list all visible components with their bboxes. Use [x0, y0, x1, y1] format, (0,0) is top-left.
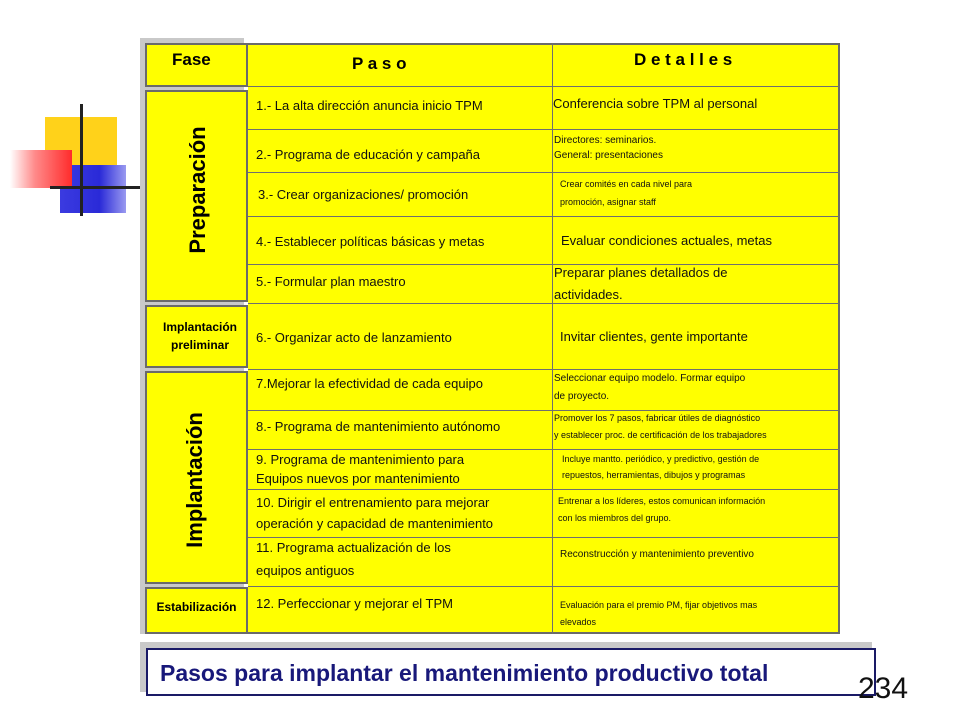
- logo-red-square: [10, 150, 72, 188]
- detalle-3-line2: promoción, asignar staff: [560, 197, 656, 207]
- detalle-7-line1: Seleccionar equipo modelo. Formar equipo: [554, 373, 746, 384]
- paso-3: 3.- Crear organizaciones/ promoción: [258, 187, 469, 202]
- paso-10-line2: operación y capacidad de mantenimiento: [256, 516, 494, 531]
- detalle-10-line1: Entrenar a los líderes, estos comunican información: [558, 496, 766, 506]
- detalle-1: Conferencia sobre TPM al personal: [553, 96, 758, 111]
- detalle-2-line2: General: presentaciones: [554, 150, 663, 161]
- detalle-5-line2: actividades.: [554, 287, 623, 302]
- row-divider: [248, 264, 840, 265]
- page-title: Pasos para implantar el mantenimiento productivo total: [160, 660, 769, 686]
- paso-11-line1: 11. Programa actualización de los: [256, 540, 451, 555]
- decorative-logo-icon: [10, 100, 140, 220]
- paso-6: 6.- Organizar acto de lanzamiento: [256, 330, 452, 345]
- logo-horizontal-line: [50, 186, 142, 189]
- paso-10-line1: 10. Dirigir el entrenamiento para mejorar: [256, 495, 490, 510]
- row-divider: [248, 86, 840, 87]
- detalle-12-line2: elevados: [560, 617, 597, 627]
- header-detalles: D e t a l l e s: [634, 50, 733, 69]
- detalle-2-line1: Directores: seminarios.: [554, 135, 657, 146]
- paso-11-line2: equipos antiguos: [256, 563, 355, 578]
- phase-implantacion-preliminar-line2: preliminar: [170, 338, 230, 352]
- detalle-4: Evaluar condiciones actuales, metas: [561, 233, 773, 248]
- phase-estabilizacion: Estabilización: [156, 600, 237, 614]
- logo-vertical-line: [80, 104, 83, 216]
- row-divider: [248, 216, 840, 217]
- header-paso: P a s o: [352, 54, 407, 73]
- detalle-10-line2: con los miembros del grupo.: [558, 513, 672, 523]
- detalle-3-line1: Crear comités en cada nivel para: [560, 179, 693, 189]
- paso-12: 12. Perfeccionar y mejorar el TPM: [256, 596, 453, 611]
- detalle-12-line1: Evaluación para el premio PM, fijar objetivos mas: [560, 600, 758, 610]
- row-divider: [248, 537, 840, 538]
- page-number: 234: [858, 672, 909, 705]
- row-divider: [248, 449, 840, 450]
- detalle-7-line2: de proyecto.: [554, 391, 610, 402]
- phase-implantacion-preliminar: [152, 318, 248, 354]
- row-divider: [248, 303, 840, 304]
- phase-implantacion: Implantación: [182, 412, 207, 548]
- detalle-9-line2: repuestos, herramientas, dibujos y programas: [562, 470, 746, 480]
- paso-9-line2: Equipos nuevos por mantenimiento: [256, 471, 460, 486]
- detalle-8-line2: y establecer proc. de certificación de los trabajadores: [554, 430, 767, 440]
- detalle-9-line1: Incluye mantto. periódico, y predictivo, gestión de: [562, 454, 760, 464]
- row-divider: [248, 586, 840, 587]
- row-divider: [248, 129, 840, 130]
- detalle-5-line1: Preparar planes detallados de: [554, 265, 728, 280]
- phase-implantacion-preliminar-line1: Implantación: [162, 320, 237, 334]
- detalle-11: Reconstrucción y mantenimiento preventivo: [560, 549, 754, 560]
- detalle-8-line1: Promover los 7 pasos, fabricar útiles de diagnóstico: [554, 413, 761, 423]
- row-divider: [248, 172, 840, 173]
- paso-9-line1: 9. Programa de mantenimiento para: [256, 452, 465, 467]
- paso-2: 2.- Programa de educación y campaña: [256, 147, 481, 162]
- header-fase: Fase: [172, 50, 211, 69]
- row-divider: [248, 410, 840, 411]
- paso-5: 5.- Formular plan maestro: [256, 274, 406, 289]
- phase-preparacion: Preparación: [185, 126, 210, 254]
- detalle-6: Invitar clientes, gente importante: [560, 329, 748, 344]
- column-divider: [552, 43, 553, 634]
- row-divider: [248, 489, 840, 490]
- paso-1: 1.- La alta dirección anuncia inicio TPM: [256, 98, 483, 113]
- paso-8: 8.- Programa de mantenimiento autónomo: [256, 419, 501, 434]
- tpm-steps-table: [140, 38, 840, 634]
- row-divider: [248, 369, 840, 370]
- paso-4: 4.- Establecer políticas básicas y metas: [256, 234, 485, 249]
- paso-7: 7.Mejorar la efectividad de cada equipo: [256, 376, 483, 391]
